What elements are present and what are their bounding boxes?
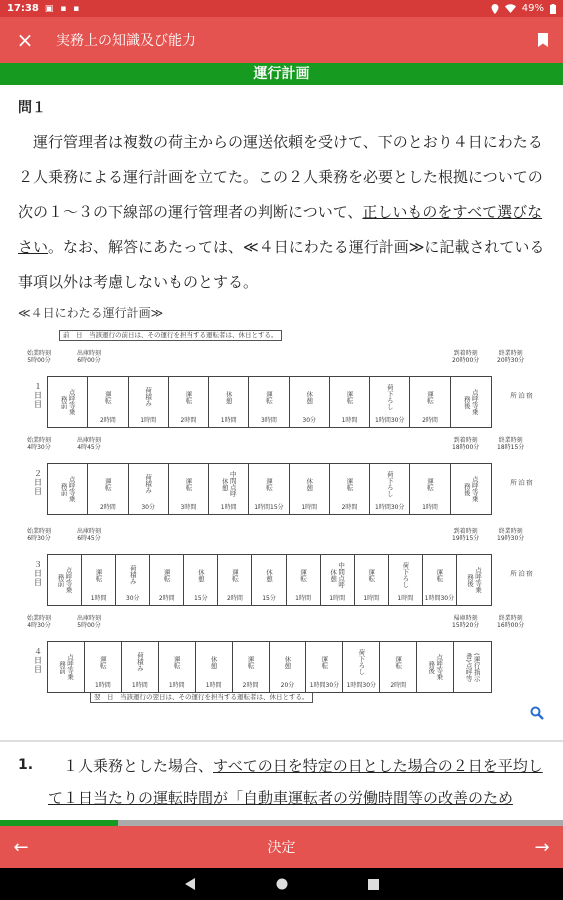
day-end-label: 宿泊所 — [509, 570, 533, 577]
app-bar — [0, 17, 563, 63]
battery-percent: 49% — [521, 3, 544, 14]
schedule-segment — [389, 555, 423, 605]
segment-activity: 運転 — [184, 390, 193, 404]
segment-duration: 20分 — [280, 682, 295, 689]
choice-text-1: １人乗務とした場合、 — [63, 757, 214, 775]
day-time-start: 始業時刻 5時00分 — [27, 350, 52, 364]
day-end-label: 宿泊所 — [509, 392, 533, 399]
segment-activity: 点呼等乗務後 — [462, 476, 479, 502]
segment-activity: 休憩 — [224, 390, 233, 404]
close-icon: × — [16, 28, 34, 52]
segment-duration: 1時間 — [329, 595, 346, 602]
segment-duration: 1時間30分 — [346, 682, 377, 689]
schedule-segment — [410, 377, 450, 427]
schedule-segment — [169, 464, 209, 514]
plan-title: ≪４日にわたる運行計画≫ — [18, 306, 164, 320]
segment-duration: 1時間15分 — [254, 504, 284, 511]
day-time-start: 始業時刻 4時30分 — [27, 615, 52, 629]
schedule-segment — [370, 377, 410, 427]
schedule-segment — [287, 555, 321, 605]
status-bar — [0, 0, 563, 17]
schedule-segment — [129, 464, 169, 514]
schedule-segment — [233, 642, 270, 692]
schedule-segment — [159, 642, 196, 692]
schedule-segment — [330, 377, 370, 427]
segment-activity: 荷下ろし — [385, 384, 394, 410]
schedule-segment — [209, 377, 249, 427]
schedule-segment — [116, 555, 150, 605]
schedule-segment — [48, 642, 85, 692]
schedule-segment — [252, 555, 286, 605]
segment-duration: 15分 — [194, 595, 208, 602]
segment-activity: 中間点呼休憩 — [220, 471, 237, 497]
segment-activity: 点呼等乗務後 — [427, 654, 444, 680]
location-icon — [491, 4, 499, 14]
bottom-bar — [0, 826, 563, 868]
segment-activity: 荷下ろし — [401, 562, 410, 588]
segment-activity: 運転 — [299, 568, 308, 582]
segment-activity: 運転 — [367, 568, 376, 582]
day-end-label: 宿泊所 — [509, 479, 533, 486]
segment-activity: 運転 — [172, 655, 181, 669]
schedule-segment — [209, 464, 249, 514]
segment-duration: 30分 — [302, 417, 317, 424]
schedule-segment — [196, 642, 233, 692]
segment-activity: 荷積み — [144, 474, 153, 494]
schedule-segment — [82, 555, 116, 605]
segment-activity: 運転 — [103, 390, 112, 404]
schedule-segment — [88, 377, 128, 427]
schedule-segment — [423, 555, 457, 605]
day-time-arrive: 到着時刻 20時00分 — [452, 350, 480, 364]
segment-duration: 2時間 — [158, 595, 175, 602]
segment-activity: 点呼等乗務前 — [59, 389, 76, 415]
segment-duration: 1時間 — [140, 417, 157, 424]
segment-activity: 運転 — [184, 477, 193, 491]
segment-activity: 運転 — [426, 390, 435, 404]
day-segments — [47, 463, 492, 515]
section-title: 運行計画 — [0, 63, 563, 85]
day-times — [27, 437, 537, 457]
day-label: ４ 日 目 — [34, 647, 42, 674]
schedule-segment — [321, 555, 355, 605]
schedule-segment — [88, 464, 128, 514]
schedule-segment — [451, 464, 491, 514]
day-time-arrive: 到着時刻 18時00分 — [452, 437, 480, 451]
page-title: 実務上の知識及び能力 — [56, 33, 196, 49]
segment-activity: 休憩 — [209, 655, 218, 669]
decide-button[interactable]: 決定 — [267, 840, 296, 856]
choice-text[interactable] — [48, 750, 548, 814]
notification-icons: ▣ ▪ ▪ — [44, 3, 82, 14]
choice-number: 1. — [18, 757, 34, 773]
schedule-segment — [48, 464, 88, 514]
segment-activity: 運転 — [320, 655, 329, 669]
bookmark-button[interactable] — [523, 33, 563, 47]
segment-activity: 荷下ろし — [385, 471, 394, 497]
segment-duration: 2時間 — [227, 595, 243, 602]
segment-activity: 点呼等乗務前 — [59, 476, 76, 502]
schedule-segment — [417, 642, 454, 692]
segment-activity: (運行指示書)点呼等 — [464, 652, 481, 682]
segment-duration: 1時間 — [341, 417, 358, 424]
segment-duration: 1時間30分 — [424, 595, 455, 602]
schedule-segment — [249, 377, 289, 427]
zoom-icon[interactable] — [530, 706, 544, 720]
segment-activity: 点呼等乗務後 — [465, 567, 482, 593]
day-time-end: 終業時刻 19時30分 — [497, 528, 525, 542]
segment-activity: 点呼等乗務前 — [56, 567, 73, 593]
schedule-segment — [457, 555, 491, 605]
question-text-underlined: 正しいものをすべて選びなさい — [18, 203, 543, 256]
segment-duration: 2時間 — [390, 682, 407, 689]
schedule-segment — [85, 642, 122, 692]
segment-duration: 3時間 — [180, 504, 197, 511]
schedule-segment — [306, 642, 343, 692]
schedule-segment — [290, 464, 330, 514]
schedule-segment — [129, 377, 169, 427]
schedule-segment — [290, 377, 330, 427]
segment-duration: 1時間 — [397, 595, 414, 602]
segment-duration: 1時間 — [205, 682, 222, 689]
segment-activity: 点呼等乗務前 — [57, 654, 74, 680]
system-nav-bar — [0, 868, 563, 900]
schedule-segment — [380, 642, 417, 692]
next-button[interactable]: → — [534, 836, 550, 858]
day-time-depart: 出庫時刻 5時00分 — [77, 615, 102, 629]
segment-duration: 2時間 — [180, 417, 197, 424]
segment-duration: 30分 — [125, 595, 140, 602]
segment-duration: 1時間 — [422, 504, 438, 511]
schedule-segment — [184, 555, 218, 605]
recents-icon[interactable] — [368, 879, 379, 890]
segment-duration: 1時間30分 — [375, 417, 405, 424]
segment-activity: 運転 — [345, 477, 354, 491]
day-time-arrive: 到着時刻 19時15分 — [452, 528, 480, 542]
segment-activity: 休憩 — [305, 477, 314, 491]
segment-activity: 運転 — [103, 477, 112, 491]
note-after: 翌 日 当該運行の翌日は、その運行を担当する運転者は、休日とする。 — [90, 692, 313, 703]
day-label: １ 日 目 — [34, 382, 42, 409]
prev-button[interactable]: ← — [13, 836, 29, 858]
schedule-segment — [270, 642, 307, 692]
segment-activity: 運転 — [426, 477, 435, 491]
schedule-segment — [122, 642, 159, 692]
segment-activity: 休憩 — [196, 568, 205, 582]
day-label: ３ 日 目 — [34, 560, 42, 587]
segment-duration: 2時間 — [422, 417, 438, 424]
segment-duration: 2時間 — [341, 504, 358, 511]
day-times — [27, 350, 537, 370]
day-time-depart: 出庫時刻 6時00分 — [77, 350, 102, 364]
segment-activity: 休憩 — [283, 655, 292, 669]
day-segments — [47, 376, 492, 428]
question-label: 問１ — [18, 100, 46, 116]
schedule-segment — [48, 377, 88, 427]
segment-duration: 2時間 — [99, 417, 116, 424]
segment-duration: 1時間30分 — [375, 504, 405, 511]
segment-activity: 運転 — [230, 568, 239, 582]
back-icon[interactable] — [185, 878, 196, 890]
segment-duration: 1時間 — [363, 595, 380, 602]
schedule-segment — [410, 464, 450, 514]
segment-activity: 点呼等乗務後 — [462, 389, 479, 415]
schedule-segment — [454, 642, 491, 692]
day-segments — [47, 554, 492, 606]
schedule-segment — [150, 555, 184, 605]
segment-activity: 休憩 — [265, 568, 274, 582]
schedule-segment — [48, 555, 82, 605]
segment-duration: 1時間 — [220, 504, 237, 511]
segment-activity: 中間点呼休憩 — [329, 562, 346, 588]
schedule-segment — [249, 464, 289, 514]
note-before: 前 日 当該運行の前日は、その運行を担当する運転者は、休日とする。 — [59, 330, 282, 341]
day-time-end: 終業時刻 16時00分 — [497, 615, 525, 629]
segment-duration: 2時間 — [99, 504, 116, 511]
segment-duration: 1時間 — [131, 682, 148, 689]
home-icon[interactable] — [276, 878, 288, 890]
segment-duration: 1時間 — [168, 682, 185, 689]
day-times — [27, 615, 537, 635]
schedule-segment — [355, 555, 389, 605]
segment-duration: 1時間 — [94, 682, 111, 689]
segment-activity: 荷積み — [128, 565, 137, 585]
question-text-1: 運行管理者は複数の荷主からの運送依頼を受けて、下のとおり４日にわたる２人乗務による運行計画を立てた。この２人乗務を必要とした根拠についての次の１～３の下線部の運行管理者の判断について、 — [18, 133, 543, 221]
schedule-segment — [451, 377, 491, 427]
schedule-segment — [343, 642, 380, 692]
segment-activity: 運転 — [94, 568, 103, 582]
day-time-end: 終業時刻 20時30分 — [497, 350, 525, 364]
day-time-start: 始業時刻 4時30分 — [27, 437, 52, 451]
day-time-start: 始業時刻 6時30分 — [27, 528, 52, 542]
status-time: 17:38 — [7, 3, 39, 14]
close-button[interactable] — [0, 28, 50, 52]
segment-duration: 3時間 — [261, 417, 277, 424]
schedule-segment — [330, 464, 370, 514]
segment-duration: 1時間 — [295, 595, 311, 602]
segment-duration: 1時間30分 — [309, 682, 340, 689]
day-time-end: 終業時刻 18時15分 — [497, 437, 525, 451]
battery-icon — [550, 4, 556, 14]
status-right — [491, 3, 556, 14]
segment-activity: 運転 — [345, 390, 354, 404]
segment-duration: 30分 — [141, 504, 155, 511]
question-text-2: 。なお、解答にあたっては、≪４日にわたる運行計画≫に記載されている事項以外は考慮しないものとする。 — [18, 238, 545, 291]
day-segments — [47, 641, 492, 693]
question-body — [18, 125, 548, 300]
day-times — [27, 528, 537, 548]
schedule-segment — [370, 464, 410, 514]
segment-activity: 運転 — [394, 655, 403, 669]
segment-duration: 2時間 — [242, 682, 259, 689]
segment-activity: 運転 — [264, 477, 273, 491]
segment-duration: 1時間 — [90, 595, 107, 602]
day-time-depart: 出庫時刻 4時45分 — [77, 437, 102, 451]
segment-activity: 運転 — [246, 655, 255, 669]
schedule-segment — [169, 377, 209, 427]
segment-activity: 運転 — [162, 568, 171, 582]
segment-duration: 15分 — [262, 595, 276, 602]
choice-text-underlined: すべての日を特定の日とした場合の２日を平均して１日当たりの運転時間が「自動車運転者の労働時間等の改善のため — [48, 757, 543, 807]
day-label: ２ 日 目 — [34, 469, 42, 496]
schedule-segment — [218, 555, 252, 605]
bookmark-icon — [537, 33, 549, 47]
segment-activity: 運転 — [435, 568, 444, 582]
segment-activity: 荷積み — [135, 652, 144, 672]
segment-activity: 荷積み — [144, 387, 153, 407]
day-time-depart: 出庫時刻 6時45分 — [77, 528, 102, 542]
segment-activity: 荷下ろし — [357, 649, 366, 675]
segment-duration: 1時間 — [301, 504, 318, 511]
divider — [0, 740, 563, 742]
segment-duration: 1時間 — [220, 417, 237, 424]
wifi-icon — [505, 4, 516, 13]
segment-activity: 運転 — [264, 390, 273, 404]
segment-activity: 運転 — [98, 655, 107, 669]
segment-activity: 休憩 — [305, 390, 314, 404]
day-time-arrive: 帰庫時刻 15時20分 — [452, 615, 480, 629]
